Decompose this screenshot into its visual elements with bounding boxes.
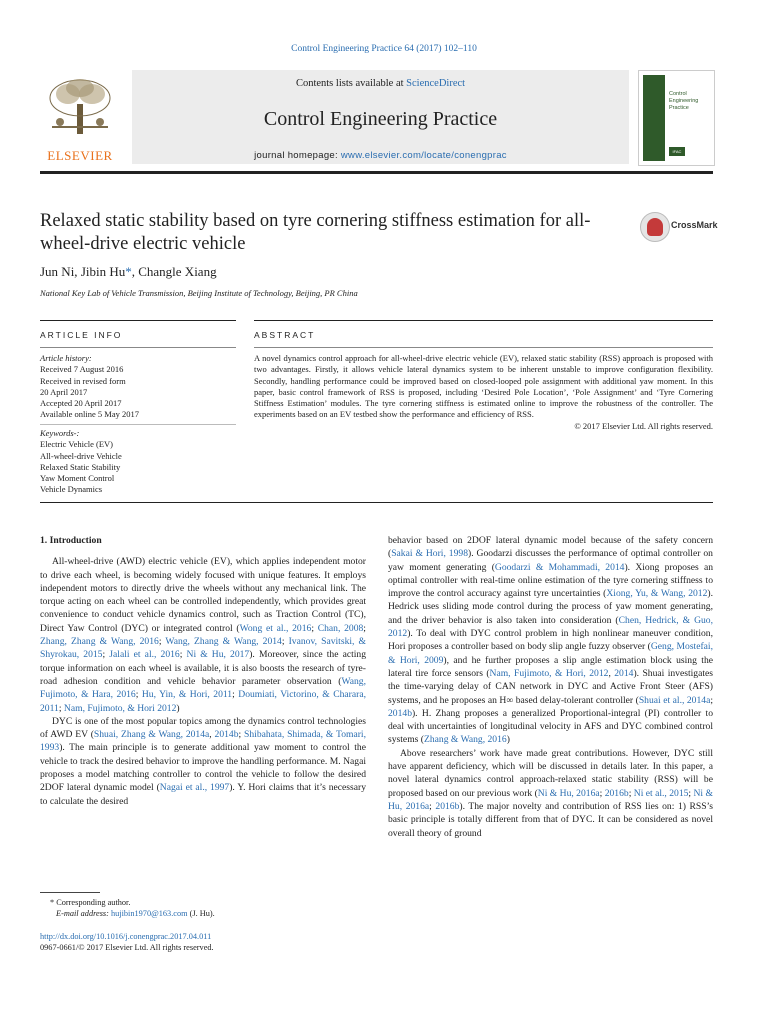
affiliation: National Key Lab of Vehicle Transmission, Beijing Institute of Technology, Beijing, PR China [40, 288, 358, 298]
history-heading: Article history: [40, 353, 92, 363]
paragraph-text: DYC is one of the most popular topics among the dynamics control technologies of AWD EV ( [40, 715, 366, 741]
author-name: Jun Ni, [40, 264, 81, 279]
citation-link[interactable]: Wang, Fujimoto, & Hara, 2016 [40, 675, 366, 701]
email-label: E-mail address: [56, 908, 111, 918]
citation-link[interactable]: 2014 [614, 667, 634, 679]
divider [40, 424, 236, 425]
paragraph-text: ; [429, 800, 436, 812]
paragraph-text: ; [363, 622, 366, 634]
abstract-copyright: © 2017 Elsevier Ltd. All rights reserved. [574, 420, 713, 431]
issn-line: 0967-0661/© 2017 Elsevier Ltd. All rights reserved. [40, 943, 214, 952]
paragraph-text: ; [158, 636, 166, 648]
abstract-text: A novel dynamics control approach for all-wheel-drive electric vehicle (EV), relaxed static stability (RSS) approach is proposed with two advantages. Firstly, it allows vehicle lateral dynamics system to be inherent unstable to improve configuration flexibility. Secondly, handling performance could be improved based on closed-looped pole assignment with additional yaw moment. In this paper, basic control framework of RSS is proposed, including ‘Desired Pole Location’, ‘Pole Assignment’ and ‘Tyre Cornering Stiffness Estimation’ modules. The tyre cornering stiffness is estimated online to improve the robustness of the controller. The experiments based on an EV testbed show the performance and efficiency of RSS. [254, 353, 713, 420]
paragraph-text: ) [176, 702, 180, 714]
elsevier-logo[interactable] [40, 70, 120, 164]
doi-link[interactable]: http://dx.doi.org/10.1016/j.conengprac.2017.04.011 [40, 932, 212, 941]
section-heading: 1. Introduction [40, 535, 102, 546]
journal-banner [132, 70, 629, 164]
citation-link[interactable]: 2014b [388, 707, 412, 719]
corresponding-note: * Corresponding author. [50, 898, 131, 907]
email-link[interactable]: hujibin1970@163.com [111, 908, 188, 918]
keyword: Electric Vehicle (EV) [40, 439, 114, 450]
crossmark-icon [640, 212, 670, 242]
author-list [40, 264, 217, 280]
crossmark-button[interactable] [640, 212, 720, 242]
left-column [40, 534, 366, 808]
paragraph-text: ; [281, 636, 289, 648]
paragraph [388, 534, 713, 747]
citation-link[interactable]: Ni & Hu, 2017 [186, 649, 250, 661]
citation-link[interactable]: Nagai et al., 1997 [159, 782, 230, 794]
journal-cover-thumbnail[interactable] [638, 70, 715, 166]
citation-link[interactable]: Geng, Mostefai, & Hori, 2009 [388, 641, 713, 666]
paragraph-text: , [209, 729, 215, 741]
history-item: Received 7 August 2016 [40, 364, 124, 375]
paragraph-text: behavior based on 2DOF lateral dynamic model because of the safety concern ( [388, 535, 713, 560]
citation-link[interactable]: Xiong, Yu, & Wang, 2012 [606, 588, 708, 600]
citation-link[interactable]: Wong et al., 2016 [239, 622, 312, 634]
paragraph-text: ; [311, 622, 318, 634]
paragraph-text: ; [179, 649, 187, 661]
paragraph-text: ; [628, 787, 634, 799]
divider [254, 320, 713, 321]
history-item: Received in revised form [40, 375, 126, 386]
keywords [40, 428, 122, 496]
citation-link[interactable]: Nam, Fujimoto, & Hori, 2012 [489, 667, 609, 679]
paragraph-text: ). The major novelty and contribution of RSS lies on: 1) RSS’s basic principle is totally different from that of DYC. It can be considered as novel overall theory of ground [388, 800, 713, 839]
crossmark-label: CrossMark [671, 220, 718, 230]
paragraph-text: All-wheel-drive (AWD) electric vehicle (EV), which applies independent motor to drive each wheel, is becoming widely focused with unique features. It employs independent motors to directly drive the wheels without any mechanical link. The torque acting on each wheel can be controlled independently, which provides great convenience to conduct vehicle dynamics control, such as Traction Control (TC), Direct Yaw Control (DYC) or integrated control ( [40, 556, 366, 634]
journal-header [40, 70, 713, 164]
abstract-heading: ABSTRACT [254, 330, 316, 340]
divider [40, 347, 236, 348]
sciencedirect-link[interactable]: ScienceDirect [406, 78, 466, 89]
paragraph-text: ) [506, 734, 510, 746]
paragraph-text: ; [58, 702, 64, 714]
citation-link[interactable]: 2016b [604, 787, 629, 799]
keyword: Vehicle Dynamics [40, 484, 103, 495]
paragraph [40, 555, 366, 715]
abstract-body [254, 353, 713, 432]
citation-link[interactable]: 2016b [435, 800, 460, 812]
journal-homepage [132, 150, 629, 161]
homepage-label: journal homepage: [254, 150, 341, 161]
contents-prefix: Contents lists available at [295, 78, 407, 89]
citation-link[interactable]: Doumiati, Victorino, & Charara, 2011 [40, 689, 366, 714]
header-rule [40, 171, 713, 174]
paragraph-text: ). Hedrick uses sliding mode control during the process of yaw moment generating, and the driver behavior is also taken into consideration ( [388, 588, 713, 626]
divider [254, 347, 713, 348]
citation-link[interactable]: Goodarzi & Mohammadi, 2014 [494, 561, 625, 573]
citation-link[interactable]: Chen, Hedrick, & Guo, 2012 [388, 614, 714, 640]
paragraph-text: ; [688, 787, 694, 799]
citation-link[interactable]: Wang, Zhang & Wang, 2014 [165, 636, 282, 648]
journal-name[interactable]: Control Engineering Practice [263, 108, 498, 130]
history-item: Available online 5 May 2017 [40, 409, 139, 420]
citation-link[interactable]: Shibahata, Shimada, & Tomari, 1993 [40, 729, 366, 754]
citation-link[interactable]: Ni & Hu, 2016a [537, 787, 600, 799]
footnote-rule [40, 892, 100, 893]
citation-link[interactable]: Chan, 2008 [317, 622, 364, 634]
citation-link[interactable]: Sakai & Hori, 1998 [391, 548, 468, 560]
paragraph-text: ). Xiong proposes an optimal controller with real-time online estimation of the tyre cornering stiffness to improve the control accuracy against tyre uncertainties ( [388, 561, 713, 600]
journal-reference[interactable]: Control Engineering Practice 64 (2017) 102–110 [291, 44, 477, 54]
paragraph-text: ; [232, 689, 239, 701]
citation-link[interactable]: Zhang, Zhang & Wang, 2016 [40, 636, 159, 648]
cover-title-line: Practice [669, 105, 689, 111]
author-name: Jibin Hu [80, 264, 126, 279]
keyword: All-wheel-drive Vehicle [40, 450, 122, 461]
footnote [40, 898, 370, 919]
history-item: 20 April 2017 [40, 386, 88, 397]
paragraph-text: ; [135, 689, 142, 701]
homepage-link[interactable]: www.elsevier.com/locate/conengprac [340, 150, 507, 161]
author-name: , Changle Xiang [131, 264, 217, 279]
divider [40, 320, 236, 321]
citation-link[interactable]: Hu, Yin, & Hori, 2011 [141, 689, 233, 701]
paragraph-text: ; [238, 729, 245, 741]
keyword: Relaxed Static Stability [40, 461, 121, 472]
paragraph-text: ). To deal with DYC control problem in high nonlinear maneuver condition, Hori proposes a controller based on body slip angle fuzzy observer ( [388, 628, 713, 653]
paragraph [40, 715, 366, 808]
citation-link[interactable]: 2014b [214, 729, 239, 741]
paragraph-text: ; [710, 694, 713, 706]
cover-title-line: Control [669, 91, 687, 97]
paragraph-text: ). H. Zhang proposes a generalized Proportional-integral (PI) controller to deal with uncertainties of longitudinal velocity in AFS and DYC combined control systems ( [388, 707, 713, 746]
keywords-heading: Keywords-: [40, 428, 80, 438]
article-title: Relaxed static stability based on tyre cornering stiffness estimation for all-wheel-drive electric vehicle [40, 211, 591, 254]
paragraph-text: Above researchers’ work have made great contributions. However, DYC still have apparent deficiency, which will be discussed in details later. In this paper, a novel lateral dynamics control approach-relaxed static stability (RSS) will be proposed based on our previous work ( [388, 747, 713, 799]
citation-link[interactable]: Ni & Hu, 2016a [388, 787, 713, 812]
paragraph-text: ). Moreover, since the acting torque information on each wheel is available, it is also boosts the research of tyre-road adhesion condition and vehicle behavior parameter observation ( [40, 649, 367, 687]
ifac-badge: IFAC [669, 147, 685, 156]
cover-title-line: Engineering [669, 98, 699, 104]
citation-link[interactable]: Ivanov, Savitski, & Shyrokau, 2015 [40, 636, 366, 661]
citation-link[interactable]: Jalali et al., 2016 [109, 649, 180, 661]
citation-link[interactable]: Nam, Fujimoto, & Hori 2012 [63, 702, 177, 714]
paragraph-text: ). The main principle is to generate additional yaw moment to control the vehicle to track the desired behavior to improve the handling performance. M. Nagai proposes a model matching controller to control the vehicle to follow the desired 2DOF lateral dynamic model ( [40, 742, 366, 794]
citation-link[interactable]: Shuai, Zhang & Wang, 2014a [93, 729, 210, 741]
history-item: Accepted 20 April 2017 [40, 398, 122, 409]
paragraph-text: ). Y. Hori claims that it’s necessary to calculate the desired [40, 782, 367, 807]
elsevier-tree-icon [42, 76, 118, 136]
contents-line [132, 78, 629, 89]
citation-link[interactable]: Zhang & Wang, 2016 [423, 734, 507, 746]
paragraph-text: , [608, 667, 615, 679]
divider [40, 502, 713, 503]
cover-title [669, 91, 698, 112]
paragraph-text: ). Goodarzi discusses the performance of optimal controller on yaw moment generating ( [388, 548, 713, 573]
paragraph-text: ; [102, 649, 110, 661]
citation-link[interactable]: Shuai et al., 2014a [638, 694, 711, 706]
article-info-heading: ARTICLE INFO [40, 330, 123, 340]
citation-link[interactable]: Ni et al., 2015 [633, 787, 689, 799]
article-history [40, 353, 139, 421]
paragraph-text: ). Shuai investigates the time-varying delay of CAN network in DYC and Active Front Steer (AFS) systems, and he proposes an H∞ based delay-tolerant controller ( [388, 667, 713, 706]
keyword: Yaw Moment Control [40, 473, 115, 484]
paragraph-text: ; [599, 787, 605, 799]
doi-block [40, 931, 214, 953]
corresponding-author-link[interactable]: * [125, 264, 132, 279]
paragraph [388, 747, 713, 840]
email-suffix: (J. Hu). [187, 908, 215, 918]
elsevier-wordmark: ELSEVIER [47, 148, 113, 163]
right-column [388, 534, 713, 840]
paragraph-text: ), and he further proposes a slip angle estimation block using the lateral tire force sensors ( [388, 654, 714, 679]
cover-spine [643, 75, 665, 161]
